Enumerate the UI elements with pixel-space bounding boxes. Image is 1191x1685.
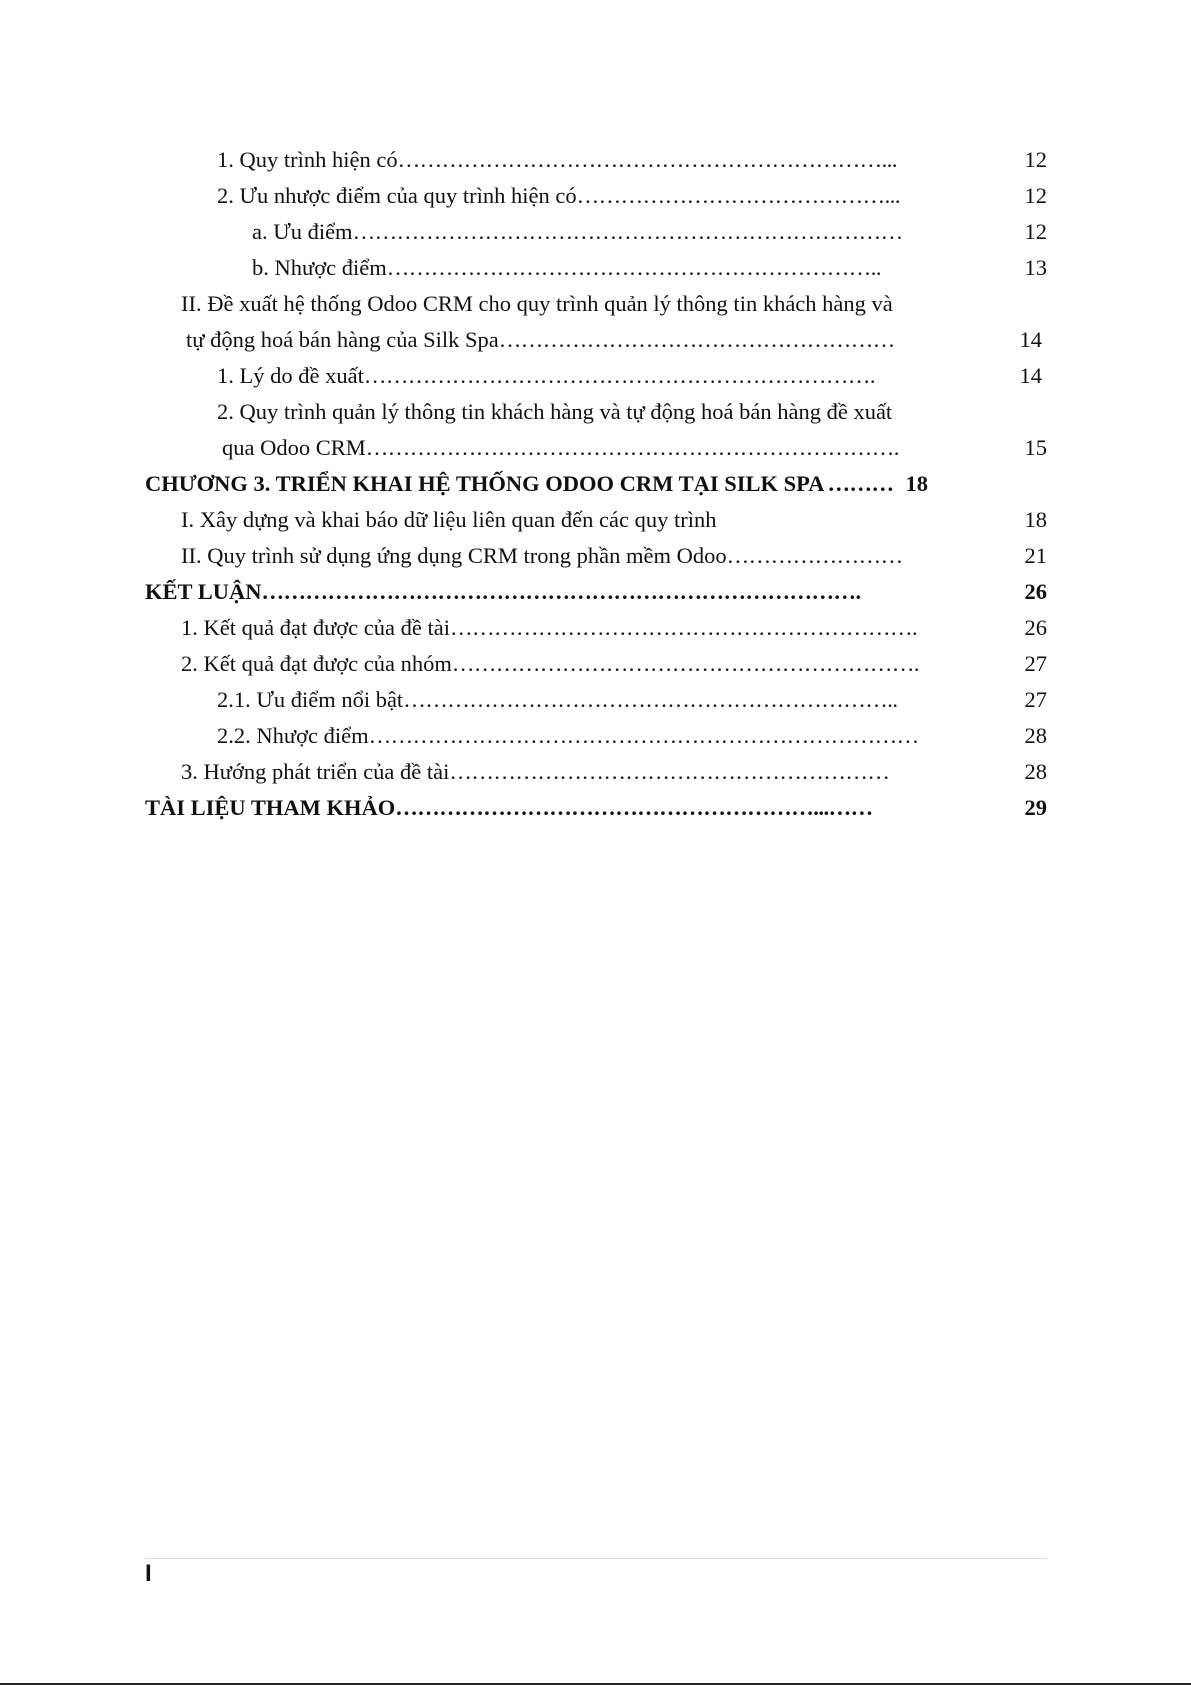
toc-entry-3-huong-phat-trien — [181, 755, 1047, 789]
toc-entry-title: 2.2. Nhược điểm — [217, 723, 369, 748]
toc-leader-dots: …………………………………………………………... — [397, 147, 897, 172]
toc-entry-title: II. Đề xuất hệ thống Odoo CRM cho quy trình quản lý thông tin khách hàng và — [181, 291, 893, 316]
toc-entry-2-ket-qua-nhom — [181, 647, 1047, 681]
toc-entry-title: 1. Kết quả đạt được của đề tài — [181, 615, 450, 640]
toc-entry-i-xay-dung — [181, 503, 1047, 537]
toc-entry-ii-de-xuat-line1 — [181, 287, 1047, 321]
toc-page-number: 12 — [1024, 219, 1047, 244]
toc-leader-dots: ………………………………………………………………. — [365, 435, 899, 460]
toc-leader-dots: ……………………………………………… — [498, 327, 895, 352]
footer-divider — [145, 1558, 1047, 1559]
toc-entry-a-uu-diem — [252, 215, 1047, 249]
toc-page-number: 14 — [1019, 363, 1042, 388]
toc-leader-dots: ………………………………………………………………………. — [261, 579, 861, 604]
toc-entry-ket-luan — [145, 575, 1047, 609]
toc-page-number: 26 — [1024, 579, 1047, 604]
toc-leader-dots: ……………………………………... — [576, 183, 900, 208]
toc-entry-tai-lieu-tham-khao — [145, 791, 1047, 825]
toc-entry-title: I. Xây dựng và khai báo dữ liệu liên quan đến các quy trình — [181, 507, 717, 532]
toc-leader-dots: ………………………………………………………….. — [403, 687, 898, 712]
toc-entry-title: II. Quy trình sử dụng ứng dụng CRM trong phần mềm Odoo — [181, 543, 727, 568]
toc-page-number: 15 — [1024, 435, 1047, 460]
toc-leader-dots: ……………………………………………………………. — [363, 363, 875, 388]
toc-entry-title: TÀI LIỆU THAM KHẢO — [145, 795, 396, 820]
toc-entry-title: b. Nhược điểm — [252, 255, 387, 280]
toc-entry-title: tự động hoá bán hàng của Silk Spa — [186, 327, 499, 352]
toc-entry-ii-quy-trinh-su-dung — [181, 539, 1047, 573]
toc-entry-title: 2. Kết quả đạt được của nhóm — [181, 651, 452, 676]
toc-entry-2-2-nhuoc-diem — [217, 719, 1047, 753]
toc-entry-title: qua Odoo CRM — [222, 435, 366, 460]
toc-leader-dots: ……… — [827, 471, 894, 496]
toc-page-number: 29 — [1024, 795, 1047, 820]
toc-entry-title: 2. Quy trình quản lý thông tin khách hàng và tự động hoá bán hàng đề xuất — [217, 399, 893, 424]
toc-page-number: 28 — [1024, 759, 1047, 784]
toc-entry-title: a. Ưu điểm — [252, 219, 353, 244]
toc-entry-2-uu-nhuoc-diem — [217, 179, 1047, 213]
toc-leader-dots: …………………………………………………… — [449, 759, 890, 784]
toc-page-number: 14 — [1019, 327, 1042, 352]
toc-page-number: 18 — [1024, 507, 1047, 532]
toc-entry-title: 1. Quy trình hiện có — [217, 147, 398, 172]
toc-leader-dots: …………………… — [726, 543, 903, 568]
toc-page-number: 18 — [905, 471, 928, 496]
toc-entry-title: CHƯƠNG 3. TRIỂN KHAI HỆ THỐNG ODOO CRM TẠI SILK SPA — [145, 471, 825, 496]
toc-leader-dots: ………………………………………………………. — [450, 615, 918, 640]
toc-leader-dots: ………………………………………………………. — [451, 651, 920, 676]
toc-entry-title: KẾT LUẬN — [145, 579, 262, 604]
toc-entry-2-quy-trinh-de-xuat-line1 — [217, 395, 1047, 429]
toc-page-number: 12 — [1024, 183, 1047, 208]
toc-entry-ii-de-xuat-line2 — [186, 323, 1042, 357]
toc-page-number: 26 — [1024, 615, 1047, 640]
toc-entry-1-ly-do-de-xuat — [217, 359, 1042, 393]
toc-leader-dots: …………………………………………………...…… — [395, 795, 873, 820]
toc-leader-dots: ………………………………………………………….. — [386, 255, 881, 280]
toc-page-number: 13 — [1024, 255, 1047, 280]
toc-entry-b-nhuoc-diem — [252, 251, 1047, 285]
toc-entry-title: 2. Ưu nhược điểm của quy trình hiện có — [217, 183, 577, 208]
toc-page-number: 27 — [1024, 651, 1047, 676]
toc-page-number: 21 — [1024, 543, 1047, 568]
toc-entry-2-1-uu-diem-noi-bat — [217, 683, 1047, 717]
toc-entry-1-quy-trinh-hien-co — [217, 143, 1047, 177]
toc-page-number: 28 — [1024, 723, 1047, 748]
toc-leader-dots: ………………………………………………………………… — [368, 723, 919, 748]
toc-page-number: 12 — [1024, 147, 1047, 172]
toc-entry-title: 1. Lý do đề xuất — [217, 363, 364, 388]
toc-page-number: 27 — [1024, 687, 1047, 712]
toc-entry-chuong-3 — [145, 467, 1047, 501]
toc-entry-1-ket-qua-de-tai — [181, 611, 1047, 645]
toc-entry-2-quy-trinh-de-xuat-line2 — [222, 431, 1047, 465]
toc-leader-dots: ………………………………………………………………… — [352, 219, 903, 244]
toc-entry-title: 2.1. Ưu điểm nổi bật — [217, 687, 404, 712]
footer-page-number: I — [145, 1560, 152, 1587]
toc-entry-title: 3. Hướng phát triển của đề tài — [181, 759, 450, 784]
